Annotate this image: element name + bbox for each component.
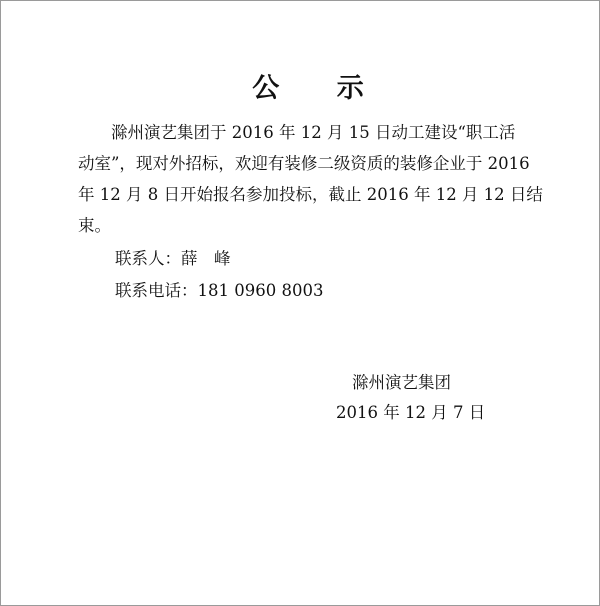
contact-person: 联系人：薛 峰 [115, 249, 231, 268]
body-line-2: 动室”，现对外招标，欢迎有装修二级资质的装修企业于 2016 [78, 154, 530, 173]
body-line-3: 年 12 月 8 日开始报名参加投标，截止 2016 年 12 月 12 日结 [78, 185, 543, 204]
body-line-4: 束。 [78, 216, 111, 235]
notice-body [78, 117, 543, 241]
document-title: 公 示 [252, 73, 388, 104]
contact-phone: 联系电话：181 0960 8003 [115, 281, 324, 300]
signature-organization: 滁州演艺集团 [352, 373, 451, 392]
body-line-1: 滁州演艺集团于 2016 年 12 月 15 日动工建设“职工活 [78, 123, 516, 142]
signature-date: 2016 年 12 月 7 日 [336, 403, 486, 422]
